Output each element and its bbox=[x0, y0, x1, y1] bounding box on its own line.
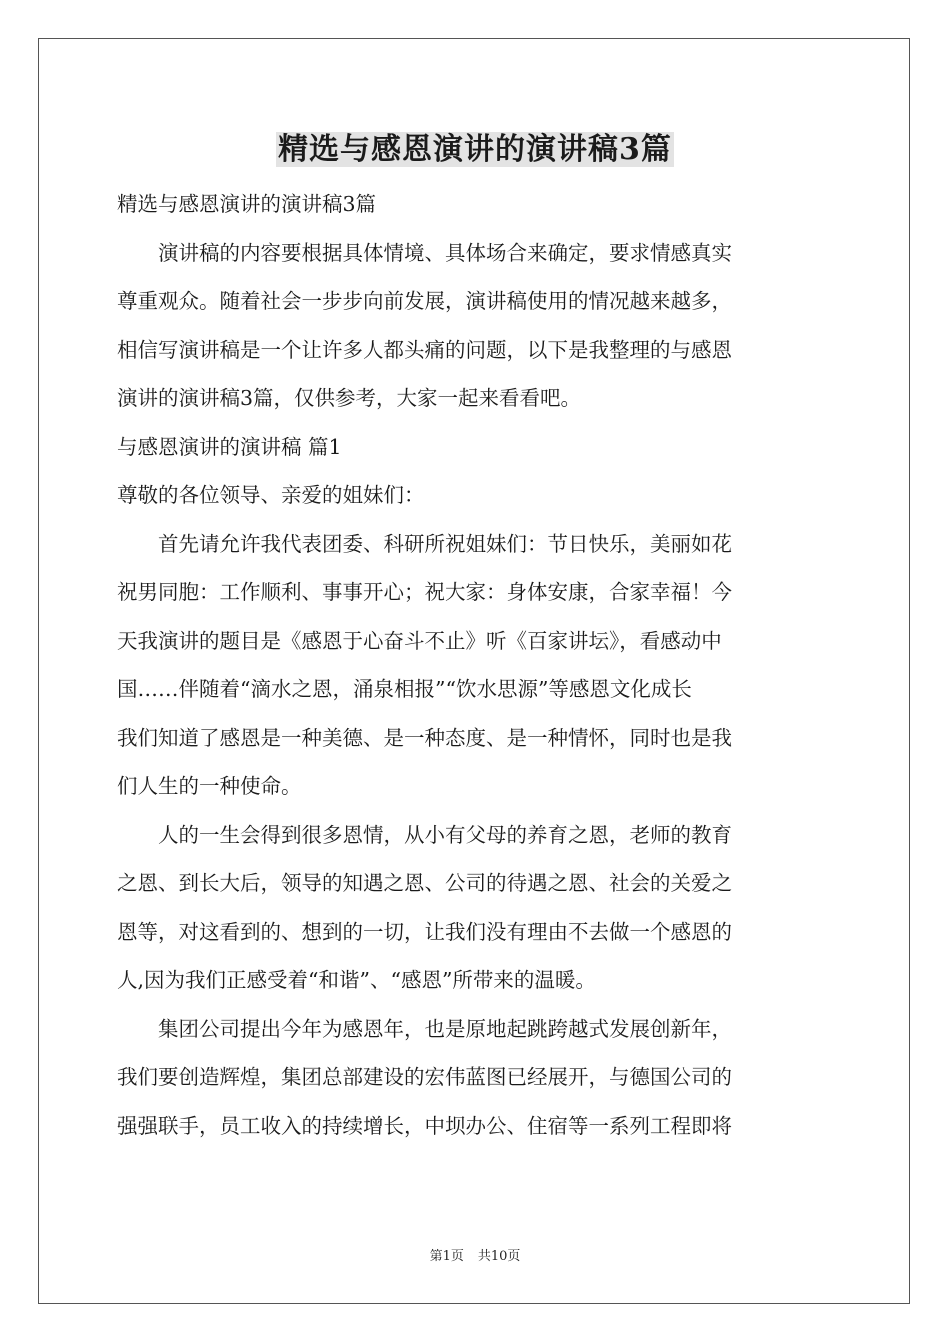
document-body bbox=[117, 180, 833, 1150]
body-line: 之恩、到长大后，领导的知遇之恩、公司的待遇之恩、社会的关爱之 bbox=[117, 871, 732, 895]
body-line: 我们要创造辉煌，集团总部建设的宏伟蓝图已经展开，与德国公司的 bbox=[117, 1065, 732, 1089]
page-number-current: 第1页 bbox=[429, 1249, 464, 1264]
body-line: 演讲的演讲稿3篇，仅供参考，大家一起来看看吧。 bbox=[117, 386, 582, 410]
body-line: 首先请允许我代表团委、科研所祝姐妹们：节日快乐，美丽如花 bbox=[117, 531, 732, 556]
body-line: 强强联手，员工收入的持续增长，中坝办公、住宿等一系列工程即将 bbox=[117, 1113, 732, 1138]
body-line: 演讲稿的内容要根据具体情境、具体场合来确定，要求情感真实 bbox=[117, 240, 732, 265]
page-footer bbox=[0, 1248, 950, 1266]
subtitle-line: 精选与感恩演讲的演讲稿3篇 bbox=[117, 192, 377, 216]
body-line: 我们知道了感恩是一种美德、是一种态度、是一种情怀，同时也是我 bbox=[117, 725, 732, 750]
section-heading: 与感恩演讲的演讲稿 篇1 bbox=[117, 434, 342, 459]
body-line: 祝男同胞：工作顺利、事事开心；祝大家：身体安康，合家幸福！今 bbox=[117, 580, 732, 604]
body-line: 天我演讲的题目是《感恩于心奋斗不止》听《百家讲坛》，看感动中 bbox=[117, 628, 722, 653]
body-line: 人的一生会得到很多恩情，从小有父母的养育之恩，老师的教育 bbox=[117, 822, 732, 847]
body-line: 们人生的一种使命。 bbox=[117, 774, 302, 798]
body-line: 国……伴随着“滴水之恩，涌泉相报”“饮水思源”等感恩文化成长 bbox=[117, 677, 692, 701]
body-line: 相信写演讲稿是一个让许多人都头痛的问题，以下是我整理的与感恩 bbox=[117, 337, 732, 362]
body-line: 集团公司提出今年为感恩年，也是原地起跳跨越式发展创新年， bbox=[117, 1016, 732, 1041]
document-title-text: 精选与感恩演讲的演讲稿3篇 bbox=[278, 132, 672, 167]
body-line: 恩等，对这看到的、想到的一切，让我们没有理由不去做一个感恩的 bbox=[117, 919, 732, 944]
page-number-total: 共10页 bbox=[477, 1249, 521, 1264]
body-line: 尊重观众。随着社会一步步向前发展，演讲稿使用的情况越来越多， bbox=[117, 289, 732, 313]
salutation-line: 尊敬的各位领导、亲爱的姐妹们： bbox=[117, 483, 425, 507]
document-title bbox=[0, 128, 950, 172]
body-line: 人,因为我们正感受着“和谐”、“感恩”所带来的温暖。 bbox=[117, 968, 596, 992]
